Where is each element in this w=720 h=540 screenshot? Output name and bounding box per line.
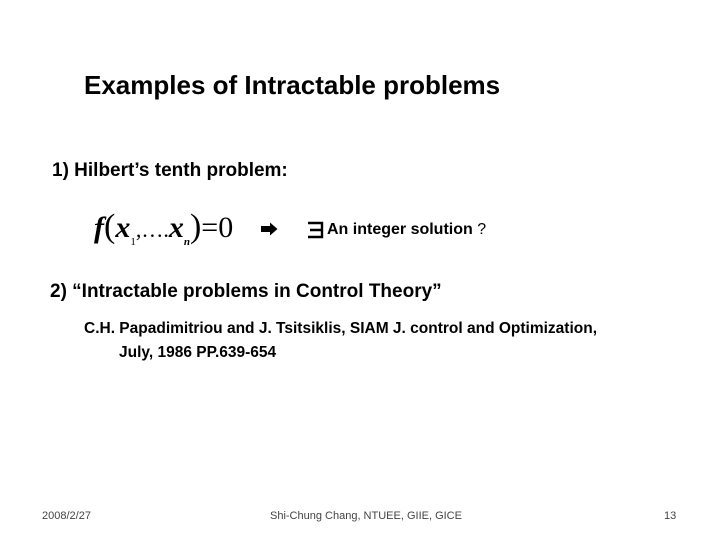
formula-close-paren: ): [189, 208, 202, 245]
slide-title: Examples of Intractable problems: [84, 70, 501, 100]
formula: [94, 208, 233, 246]
footer-author: Shi-Chung Chang, NTUEE, GIIE, GICE: [270, 510, 462, 522]
footer-page-number: 13: [664, 510, 677, 522]
integer-solution-text: [327, 221, 486, 239]
reference: [84, 317, 597, 365]
formula-sub-last: n: [183, 236, 190, 248]
footer-date: 2008/2/27: [42, 510, 91, 522]
right-arrow-icon: [260, 222, 278, 236]
formula-row: [94, 208, 524, 252]
formula-var-first: x: [115, 211, 131, 244]
formula-var-last: x: [168, 211, 184, 244]
item-intractable-control-theory: 2) “Intractable problems in Control Theory”: [50, 281, 442, 302]
formula-function: f: [94, 211, 104, 244]
formula-open-paren: (: [104, 208, 116, 245]
formula-dots: ,….: [135, 217, 169, 242]
exists-icon: [305, 221, 325, 239]
reference-line-2: July, 1986 PP.639-654: [119, 344, 277, 361]
formula-equals-zero: =0: [201, 211, 234, 244]
formula-sub-first: 1: [130, 236, 136, 248]
item-hilbert-tenth-problem: 1) Hilbert’s tenth problem:: [52, 160, 288, 181]
answer-label: An integer solution: [327, 221, 473, 238]
answer-question-mark: ?: [477, 221, 487, 238]
reference-line-1: C.H. Papadimitriou and J. Tsitsiklis, SIAM J. control and Optimization,: [84, 320, 597, 337]
